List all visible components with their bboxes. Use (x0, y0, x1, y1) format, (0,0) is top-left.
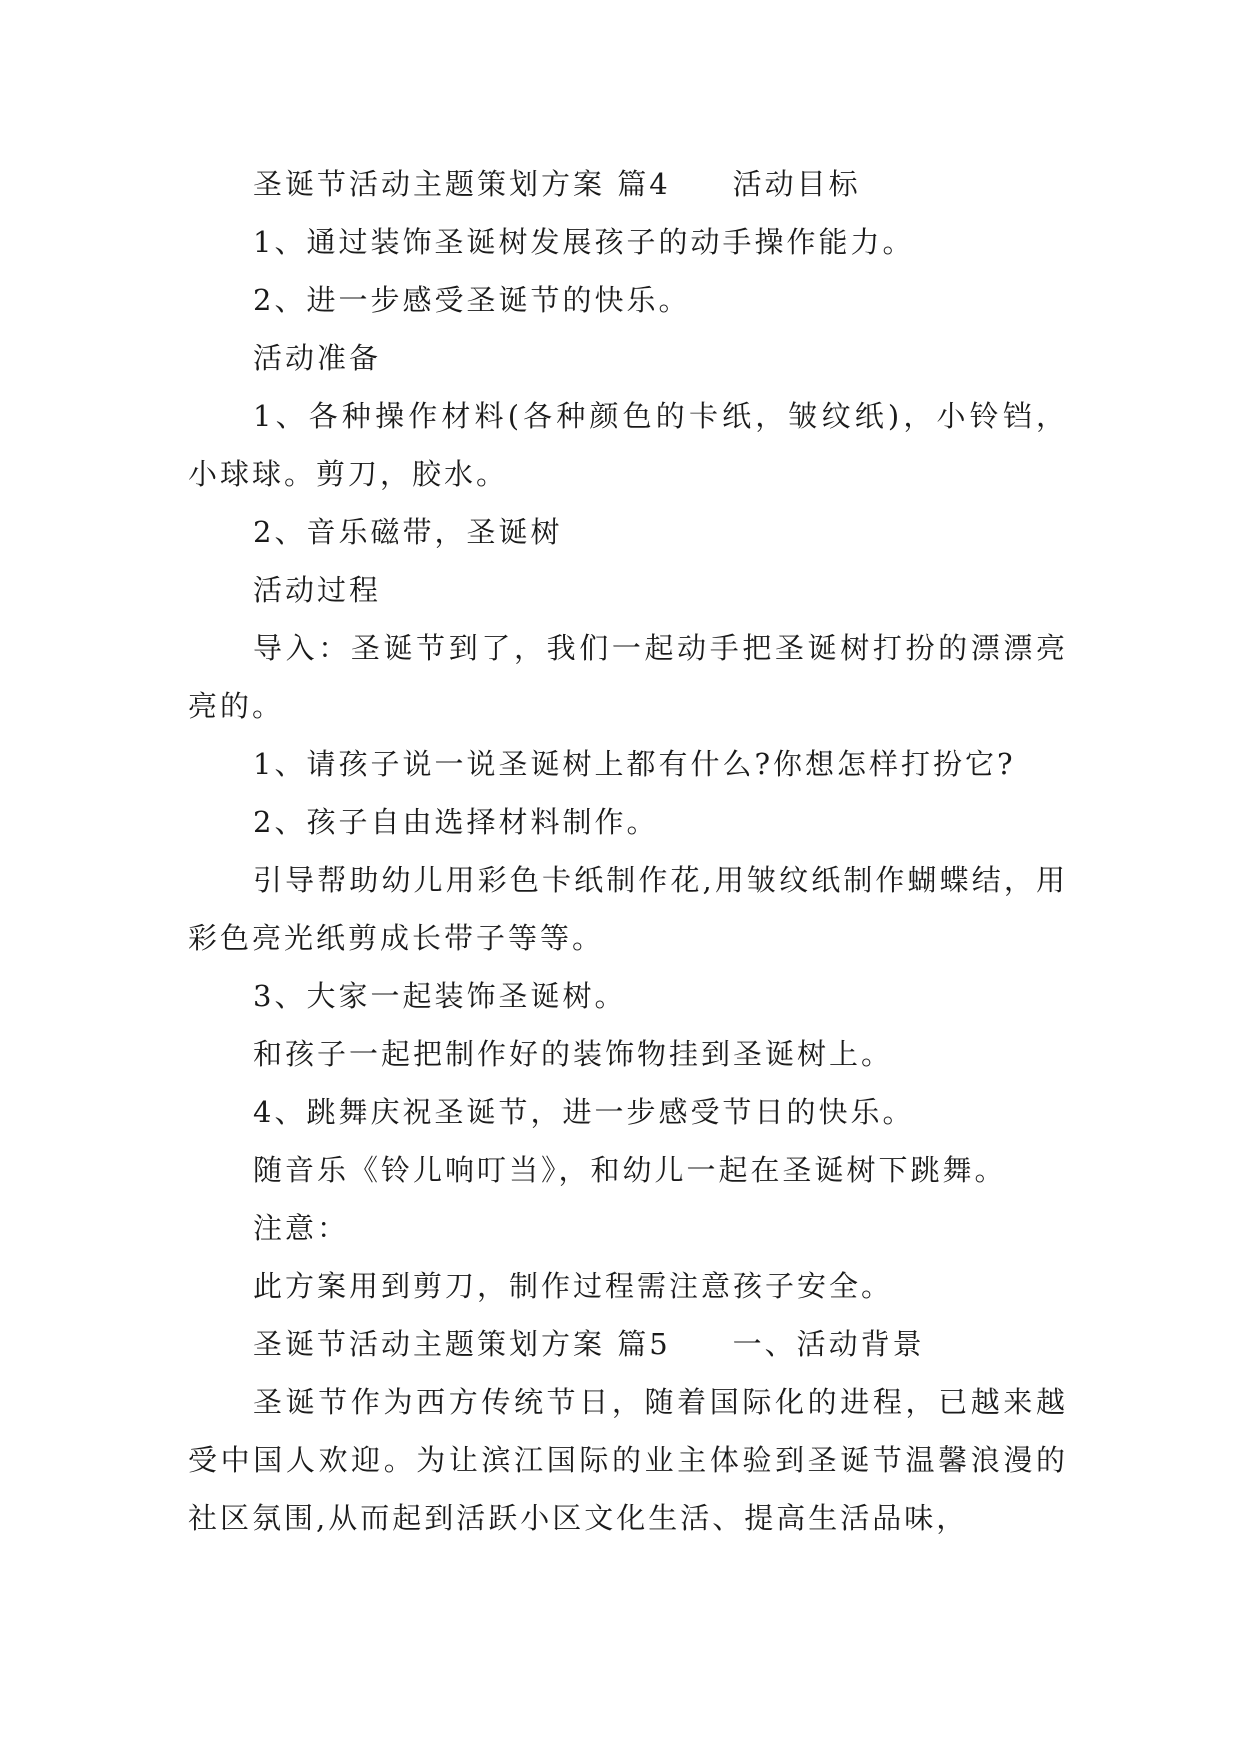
document-body (188, 155, 1068, 1547)
goal-item-2: 2、进一步感受圣诞节的快乐。 (253, 283, 691, 317)
process-step-2: 2、孩子自由选择材料制作。 (253, 805, 659, 839)
heading-prep: 活动准备 (253, 341, 382, 375)
section5-title-line (188, 1315, 1068, 1373)
process-step-4: 4、跳舞庆祝圣诞节，进一步感受节日的快乐。 (253, 1095, 915, 1129)
process-step-3: 3、大家一起装饰圣诞树。 (253, 979, 627, 1013)
goal-item-1: 1、通过装饰圣诞树发展孩子的动手操作能力。 (253, 225, 915, 259)
process-step-1: 1、请孩子说一说圣诞树上都有什么?你想怎样打扮它? (253, 747, 1016, 781)
process-step-2-detail: 引导帮助幼儿用彩色卡纸制作花,用皱纹纸制作蝴蝶结，用彩色亮光纸剪成长带子等等。 (188, 863, 1068, 955)
prep-item-2: 2、音乐磁带，圣诞树 (253, 515, 563, 549)
section4-title: 圣诞节活动主题策划方案 篇4 (253, 167, 671, 201)
note-text: 此方案用到剪刀，制作过程需注意孩子安全。 (253, 1269, 894, 1303)
heading-process: 活动过程 (253, 573, 382, 607)
process-step-4-detail: 随音乐《铃儿响叮当》，和幼儿一起在圣诞树下跳舞。 (253, 1153, 1007, 1187)
section5-title: 圣诞节活动主题策划方案 篇5 (253, 1327, 671, 1361)
heading-note: 注意： (253, 1211, 350, 1245)
heading-background: 一、活动背景 (732, 1327, 925, 1361)
heading-goal: 活动目标 (732, 167, 861, 201)
process-intro: 导入：圣诞节到了，我们一起动手把圣诞树打扮的漂漂亮亮的。 (188, 631, 1068, 723)
process-step-3-detail: 和孩子一起把制作好的装饰物挂到圣诞树上。 (253, 1037, 894, 1071)
prep-item-1: 1、各种操作材料(各种颜色的卡纸，皱纹纸)，小铃铛，小球球。剪刀，胶水。 (188, 399, 1068, 491)
section4-title-line (188, 155, 1068, 213)
background-text: 圣诞节作为西方传统节日，随着国际化的进程，已越来越受中国人欢迎。为让滨江国际的业主体验到圣诞节温馨浪漫的社区氛围,从而起到活跃小区文化生活、提高生活品味， (188, 1385, 1068, 1535)
